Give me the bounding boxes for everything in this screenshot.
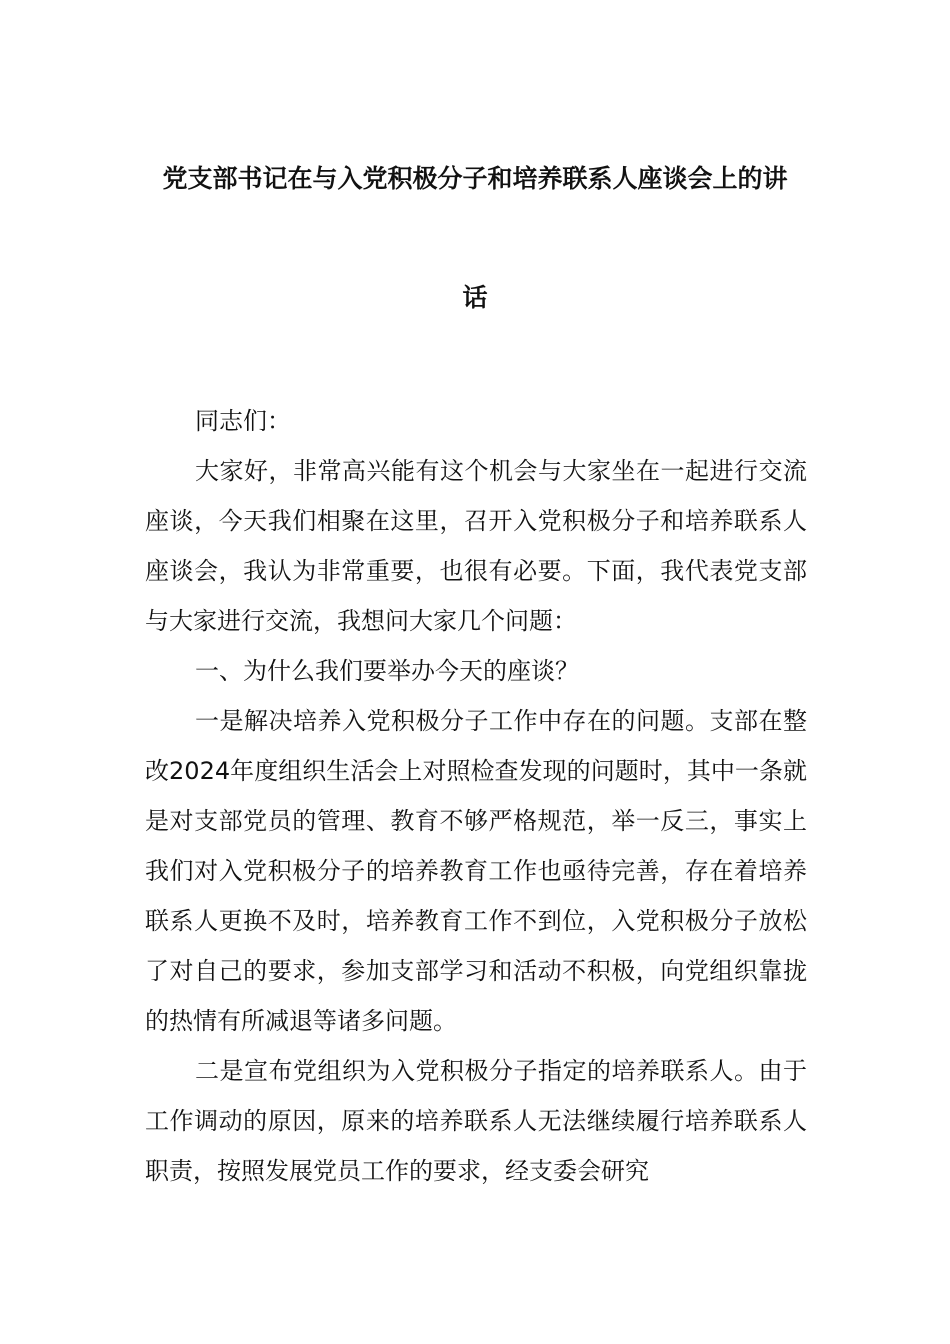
section-heading-1: 一、为什么我们要举办今天的座谈？ [195, 657, 579, 685]
document-body [145, 396, 807, 1196]
paragraph-greeting: 大家好，非常高兴能有这个机会与大家坐在一起进行交流座谈，今天我们相聚在这里，召开入党积极分子和培养联系人座谈会，我认为非常重要，也很有必要。下面，我代表党支部与大家进行交流，我想问大家几个问题： [145, 457, 807, 635]
salutation: 同志们： [195, 407, 291, 435]
document-title-line-1: 党支部书记在与入党积极分子和培养联系人座谈会上的讲 [162, 164, 788, 193]
paragraph-point-2: 二是宣布党组织为入党积极分子指定的培养联系人。由于工作调动的原因，原来的培养联系人无法继续履行培养联系人职责，按照发展党员工作的要求，经支委会研究 [145, 1057, 807, 1185]
document-title-line-2: 话 [462, 283, 488, 312]
paragraph-point-1: 一是解决培养入党积极分子工作中存在的问题。支部在整改2024年度组织生活会上对照检查发现的问题时，其中一条就是对支部党员的管理、教育不够严格规范，举一反三，事实上我们对入党积极分子的培养教育工作也亟待完善，存在着培养联系人更换不及时，培养教育工作不到位，入党积极分子放松了对自己的要求，参加支部学习和活动不积极，向党组织靠拢的热情有所减退等诸多问题。 [145, 707, 807, 1035]
